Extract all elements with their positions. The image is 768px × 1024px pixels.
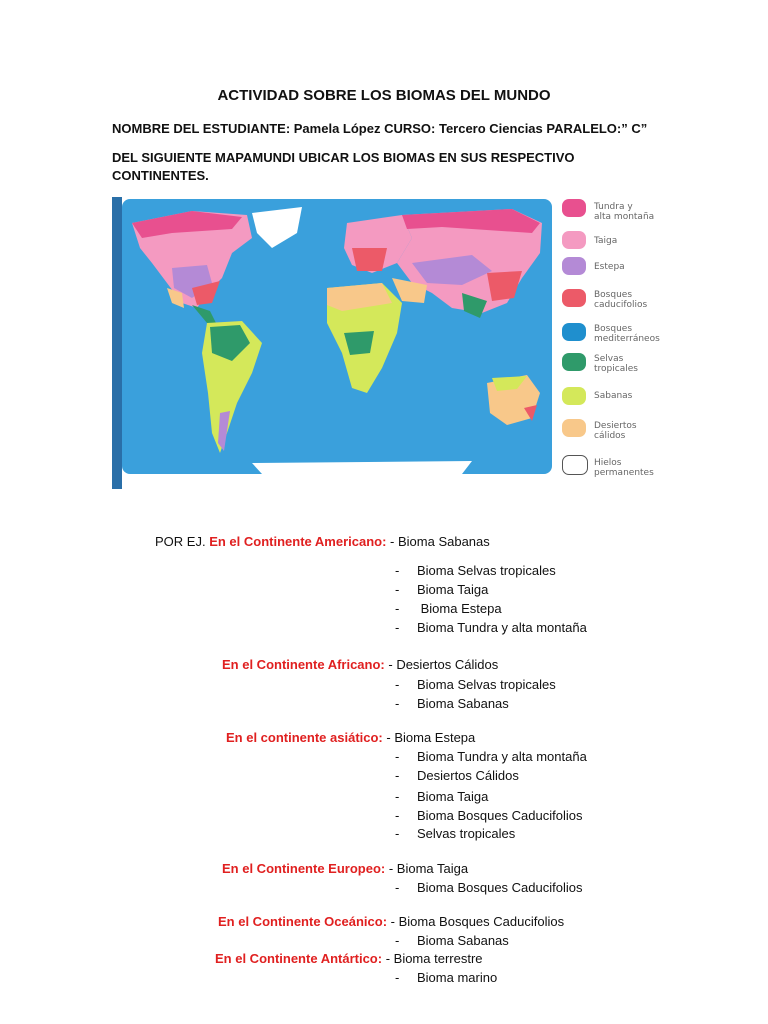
legend-label-selvas-tropicales: Selvas tropicales <box>594 354 638 374</box>
americas-heading-row <box>155 534 490 549</box>
list-item: - Bioma marino <box>395 970 498 985</box>
legend-label-tundra: Tundra y alta montaña <box>594 202 655 222</box>
instruction-line-2: CONTINENTES. <box>112 168 209 183</box>
list-item: - Bioma Selvas tropicales <box>395 677 556 692</box>
legend-swatch-hielos-permanentes <box>562 455 588 475</box>
europe-heading-row <box>222 861 468 876</box>
instruction-line-1: DEL SIGUIENTE MAPAMUNDI UBICAR LOS BIOMAS EN SUS RESPECTIVO <box>112 150 575 165</box>
americas-first-item: - Bioma Sabanas <box>390 534 490 549</box>
list-item: - Bioma Bosques Caducifolios <box>395 808 583 823</box>
europe-first-item: - Bioma Taiga <box>388 861 469 876</box>
legend-label-desiertos-calidos: Desiertos cálidos <box>594 421 637 441</box>
list-item: - Bioma Taiga <box>395 582 489 597</box>
example-prefix: POR EJ. <box>155 534 206 549</box>
africa-first-item: - Desiertos Cálidos <box>388 657 499 672</box>
antarctica-heading: En el Continente Antártico: <box>215 951 383 966</box>
list-item: - Bioma Bosques Caducifolios <box>395 880 583 895</box>
list-item: - Bioma Tundra y alta montaña <box>395 749 587 764</box>
student-info-line: NOMBRE DEL ESTUDIANTE: Pamela López CURSO: Tercero Ciencias PARALELO:” C” <box>112 121 648 136</box>
legend-label-estepa: Estepa <box>594 262 625 272</box>
africa-heading: En el Continente Africano: <box>222 657 385 672</box>
europe-heading: En el Continente Europeo: <box>222 861 386 876</box>
list-item: - Bioma Taiga <box>395 789 489 804</box>
asia-first-item: - Bioma Estepa <box>386 730 476 745</box>
list-item: - Bioma Estepa <box>395 601 502 616</box>
oceania-first-item: - Bioma Bosques Caducifolios <box>390 914 565 929</box>
list-item: - Desiertos Cálidos <box>395 768 519 783</box>
world-biome-map <box>112 193 678 493</box>
legend-swatch-taiga <box>562 231 586 249</box>
list-item: - Bioma Selvas tropicales <box>395 563 556 578</box>
oceania-heading-row <box>218 914 564 929</box>
list-item: - Bioma Tundra y alta montaña <box>395 620 587 635</box>
legend-swatch-tundra <box>562 199 586 217</box>
legend-label-hielos-permanentes: Hielos permanentes <box>594 458 654 478</box>
legend-label-bosques-caducifolios: Bosques caducifolios <box>594 290 648 310</box>
americas-heading: En el Continente Americano: <box>209 534 387 549</box>
page-title: ACTIVIDAD SOBRE LOS BIOMAS DEL MUNDO <box>217 87 551 104</box>
legend-swatch-desiertos-calidos <box>562 419 586 437</box>
legend-label-sabanas: Sabanas <box>594 391 633 401</box>
list-item: - Bioma Sabanas <box>395 933 509 948</box>
legend-label-bosques-mediterraneos: Bosques mediterráneos <box>594 324 660 344</box>
legend-swatch-bosques-mediterraneos <box>562 323 586 341</box>
oceania-heading: En el Continente Oceánico: <box>218 914 388 929</box>
legend-swatch-selvas-tropicales <box>562 353 586 371</box>
legend-swatch-sabanas <box>562 387 586 405</box>
africa-heading-row <box>222 657 498 672</box>
list-item: - Selvas tropicales <box>395 826 516 841</box>
asia-heading-row <box>226 730 475 745</box>
list-item: - Bioma Sabanas <box>395 696 509 711</box>
asia-heading: En el continente asiático: <box>226 730 383 745</box>
antarctica-first-item: - Bioma terrestre <box>385 951 483 966</box>
legend-swatch-bosques-caducifolios <box>562 289 586 307</box>
antarctica-heading-row <box>215 951 483 966</box>
legend-swatch-estepa <box>562 257 586 275</box>
legend-label-taiga: Taiga <box>594 236 618 246</box>
